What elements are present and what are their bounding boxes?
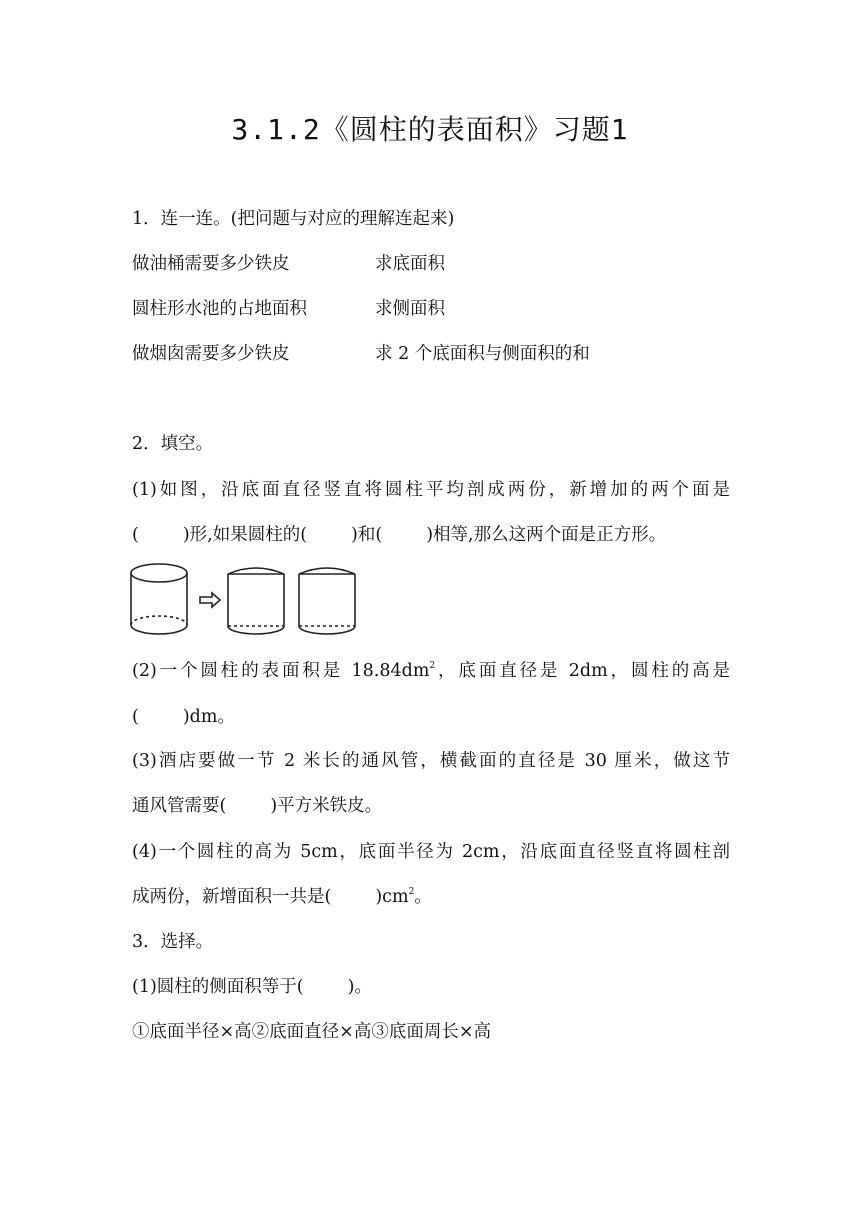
q1-pair-left: 做烟囱需要多少铁皮 [132,344,290,364]
q1-pair-left: 圆柱形水池的占地面积 [132,299,307,319]
text-fragment: (2)一个圆柱的表面积是 18.84dm [132,661,430,681]
superscript: 2 [429,661,436,671]
half2-top-arc [299,568,355,574]
q2-p3-line2 [132,792,382,817]
q1-pair [132,250,445,275]
q1-pair-left: 做油桶需要多少铁皮 [132,254,290,274]
text-fragment: ( [132,707,139,727]
text-fragment: ，底面直径是 2dm，圆柱的高是 [435,661,730,681]
cylinder-bottom-back [131,616,187,625]
text-fragment: )相等,那么这两个面是正方形。 [426,525,667,545]
q2-p4-line2 [132,883,432,908]
cylinder-bottom-front [131,625,187,634]
q2-p1-line1: (1)如图，沿底面直径竖直将圆柱平均剖成两份，新增加的两个面是 [132,480,730,500]
q1-pair-right: 求底面积 [375,254,445,274]
half2-bottom-arc [299,626,355,634]
q2-heading: 2．填空。 [132,434,214,454]
text-fragment: 。 [414,887,432,907]
text-fragment: 通风管需要( [132,796,227,816]
q2-p2-line1 [132,657,730,682]
half1-bottom-arc [228,626,284,634]
q3-heading: 3．选择。 [132,932,214,952]
text-fragment: 成两份，新增面积一共是( [132,887,332,907]
text-fragment: )dm。 [182,707,235,727]
q2-p3-line1: (3)酒店要做一节 2 米长的通风管，横截面的直径是 30 厘米，做这节 [132,751,730,771]
text-fragment: )形,如果圆柱的( [182,525,308,545]
q3-options: ①底面半径×高②底面直径×高③底面周长×高 [132,1022,491,1042]
q1-pair [132,340,590,365]
q2-p1-line2 [132,521,666,546]
q1-heading: 1．连一连。(把问题与对应的理解连起来) [132,209,455,229]
cylinder-cut-figure [128,560,363,642]
superscript: 2 [408,887,415,897]
text-fragment: ( [132,525,139,545]
text-fragment: )。 [347,977,372,997]
text-fragment: )和( [351,525,383,545]
q2-p2-line2 [132,703,235,728]
half1-top-arc [228,568,284,574]
cylinder-top-ellipse [131,564,187,582]
right-arrow-icon [200,593,220,607]
text-fragment: (1)圆柱的侧面积等于( [132,977,304,997]
text-fragment: )平方米铁皮。 [270,796,383,816]
text-fragment: )cm [375,887,409,907]
page-title: 3.1.2《圆柱的表面积》习题1 [231,113,629,146]
q1-pair-right: 求 2 个底面积与侧面积的和 [375,344,590,364]
q1-pair-right: 求侧面积 [375,299,445,319]
q2-p4-line1: (4)一个圆柱的高为 5cm，底面半径为 2cm，沿底面直径竖直将圆柱剖 [132,842,730,862]
q3-p1 [132,973,372,998]
q1-pair [132,295,445,320]
